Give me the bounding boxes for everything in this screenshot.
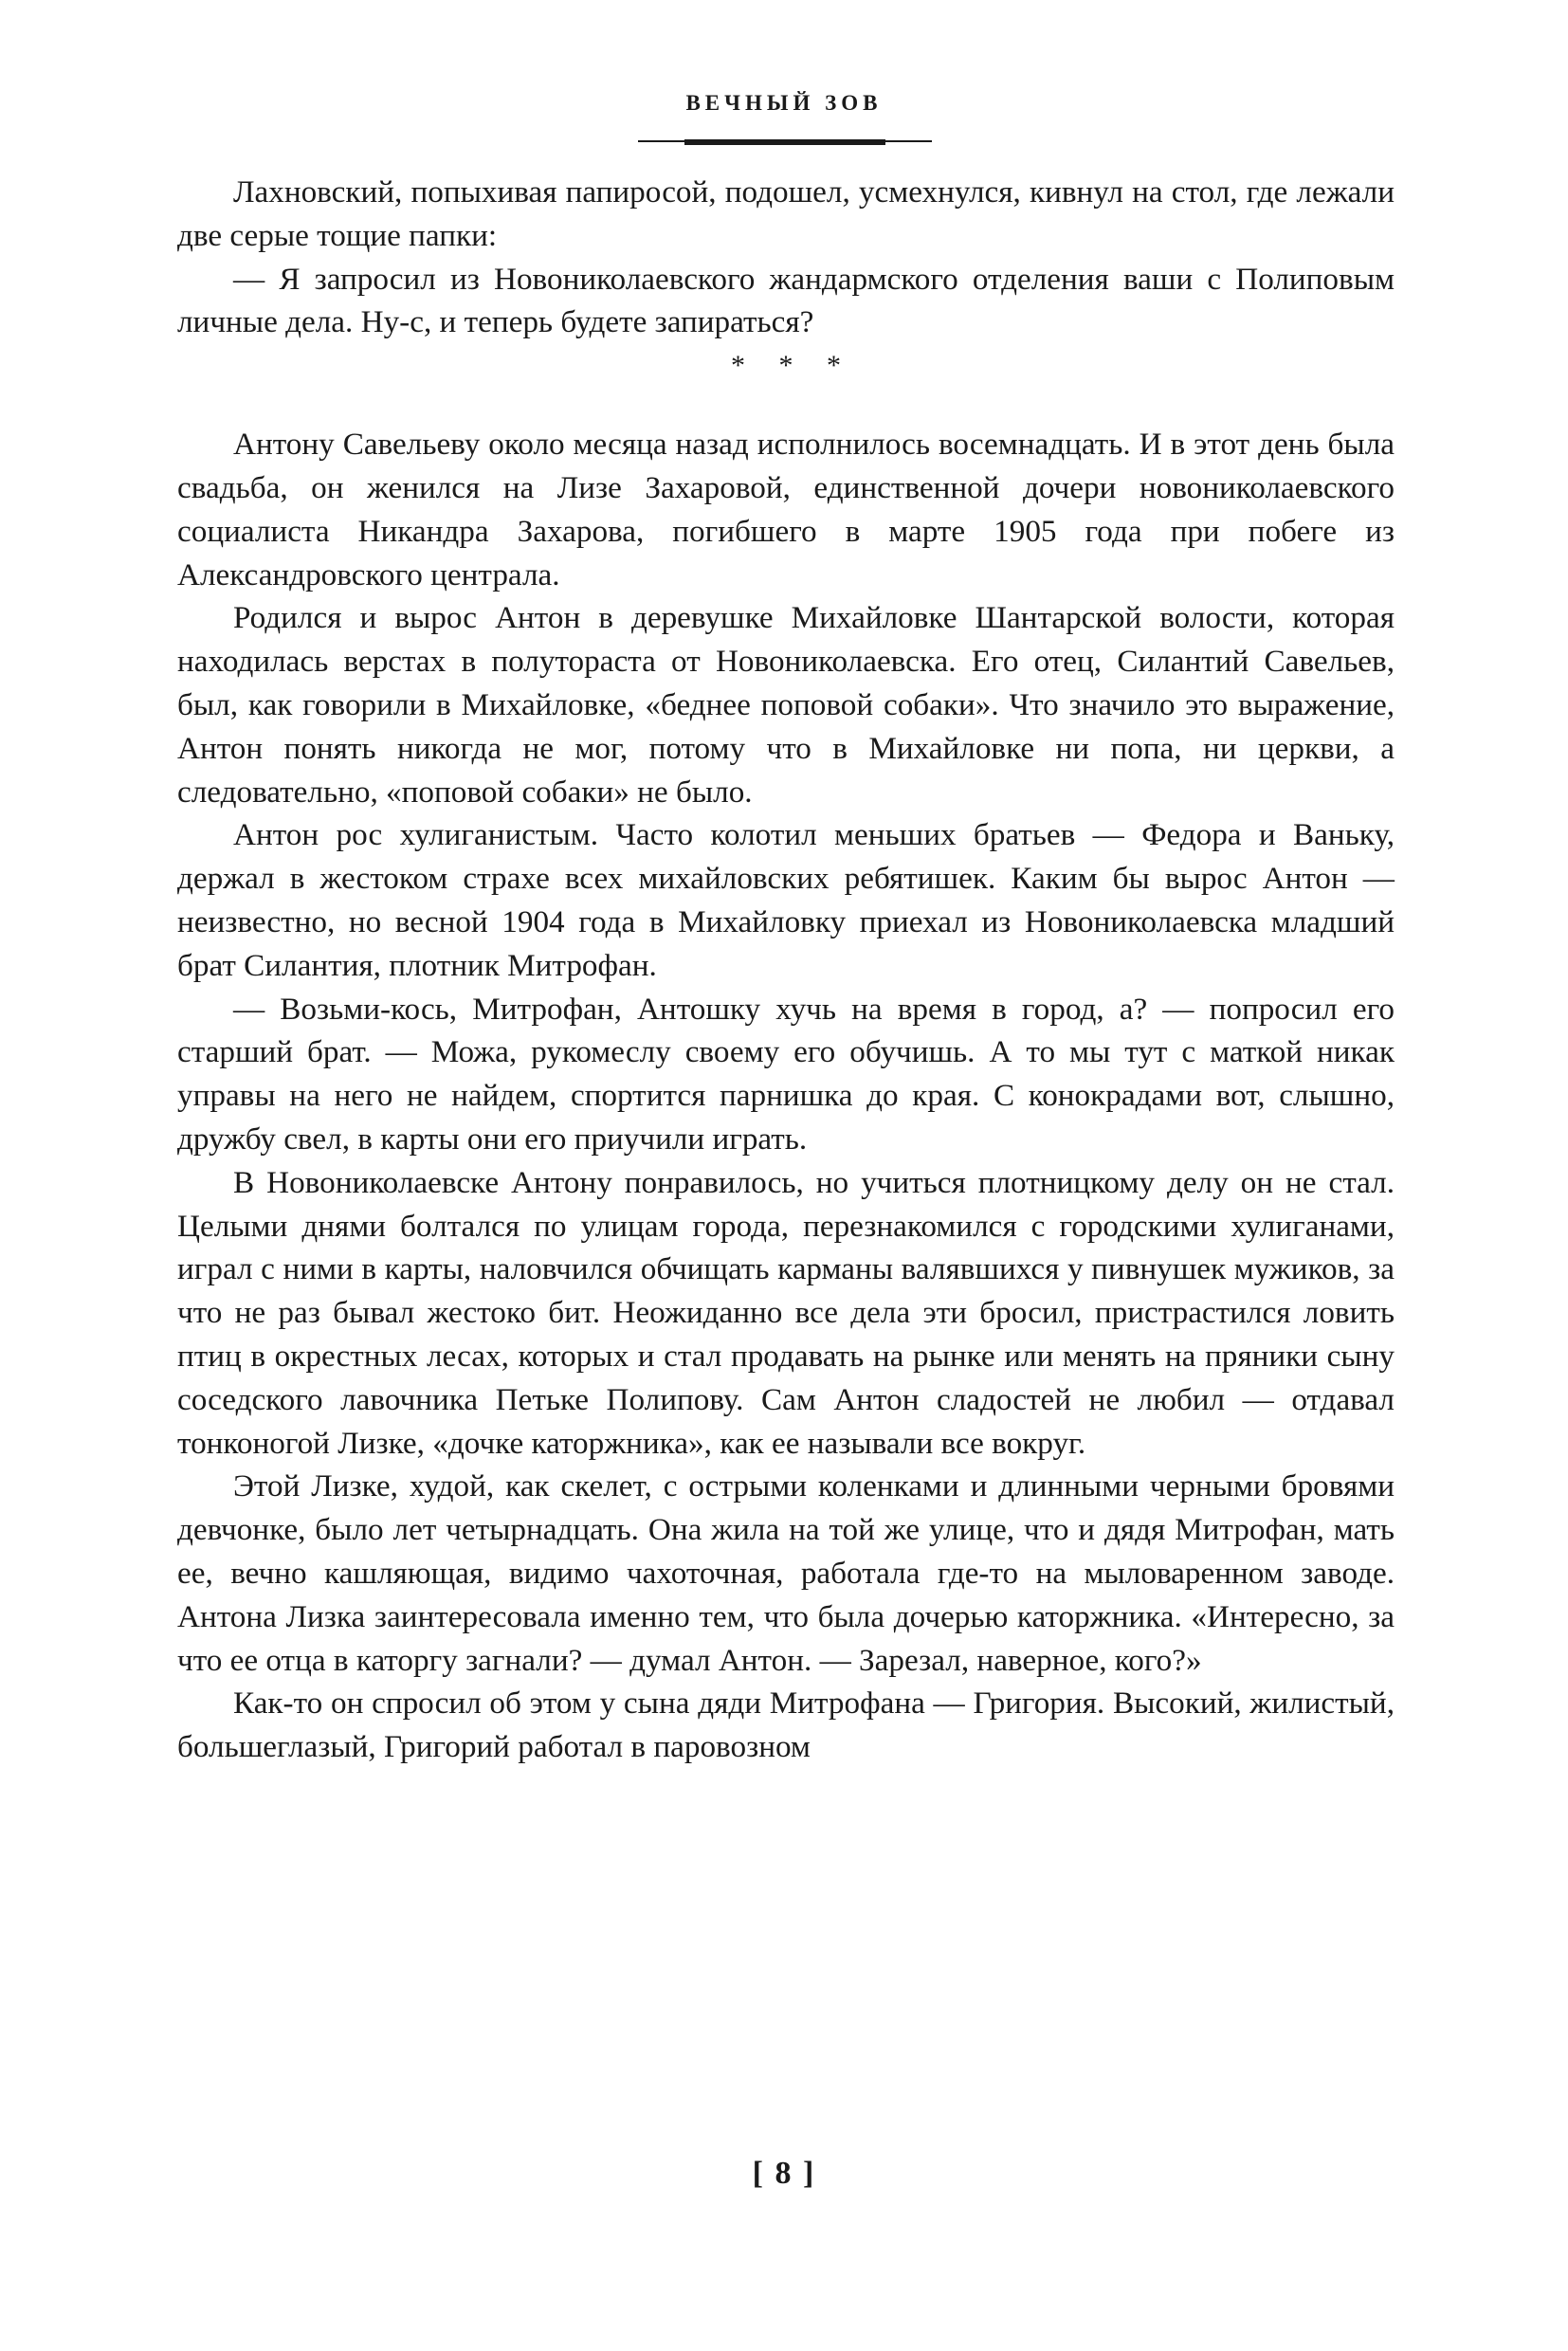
paragraph: — Я запросил из Новониколаевского жандармского отделения ваши с Полиповым личные дела. Ну-с, и теперь будете запираться? <box>177 261 1395 340</box>
body-text <box>177 171 1395 1769</box>
paragraph: Антон рос хулиганистым. Часто колотил меньших братьев — Федора и Ваньку, держал в жестоком страхе всех михайловских ребятишек. Каким бы вырос Антон — неизвестно, но весной 1904 года в Михайловку приехал из Новониколаевска младший брат Силантия, плотник Митрофан. <box>177 817 1395 983</box>
paragraph: Антону Савельеву около месяца назад исполнилось восемнадцать. И в этот день была свадьба, он женился на Лизе Захаровой, единственной дочери новониколаевского социалиста Никандра Захарова, погибшего в марте 1905 года при побеге из Александровского централа. <box>177 427 1395 592</box>
running-title: ВЕЧНЫЙ ЗОВ <box>685 91 883 115</box>
paragraph: Этой Лизке, худой, как скелет, с острыми коленками и длинными черными бровями девчонке, было лет четырнадцать. Она жила на той же улице, что и дядя Митрофан, мать ее, вечно кашляющая, видимо чахоточная, работала где-то на мыловаренном заводе. Антона Лизка заинтересовала именно тем, что была дочерью каторжника. «Интересно, за что ее отца в каторгу загнали? — думал Антон. — Зарезал, наверное, кого?» <box>177 1468 1395 1678</box>
section-break: * * * <box>731 350 854 382</box>
page-number: [ 8 ] <box>752 2156 816 2191</box>
header-rule-accent <box>684 139 885 145</box>
paragraph: В Новониколаевске Антону понравилось, но учиться плотницкому делу он не стал. Целыми днями болтался по улицам города, перезнакомился с городскими хулиганами, играл с ними в карты, наловчился обчищать карманы валявшихся у пивнушек мужиков, за что не раз бывал жестоко бит. Неожиданно все дела эти бросил, пристрастился ловить птиц в окрестных лесах, которых и стал продавать на рынке или менять на пряники сыну соседского лавочника Петьке Полипову. Сам Антон сладостей не любил — отдавал тонконогой Лизке, «дочке каторжника», как ее называли все вокруг. <box>177 1164 1395 1461</box>
paragraph: Родился и вырос Антон в деревушке Михайловке Шантарской волости, которая находилась верстах в полутораста от Новониколаевска. Его отец, Силантий Савельев, был, как говорили в Михайловке, «беднее поповой собаки». Что значило это выражение, Антон понять никогда не мог, потому что в Михайловке ни попа, ни церкви, а следовательно, «поповой собаки» не было. <box>177 600 1395 810</box>
paragraph: — Возьми-кось, Митрофан, Антошку хучь на время в город, а? — попросил его старший брат. — Можа, рукомеслу своему его обучишь. А то мы тут с маткой никак управы на него не найдем, спортится парнишка до края. С конокрадами вот, слышно, дружбу свел, в карты они его приучили играть. <box>177 991 1395 1157</box>
paragraph: Лахновский, попыхивая папиросой, подошел, усмехнулся, кивнул на стол, где лежали две серые тощие папки: <box>177 174 1395 253</box>
paragraph: Как-то он спросил об этом у сына дяди Митрофана — Григория. Высокий, жилистый, большеглазый, Григорий работал в паровозном <box>177 1686 1395 1765</box>
